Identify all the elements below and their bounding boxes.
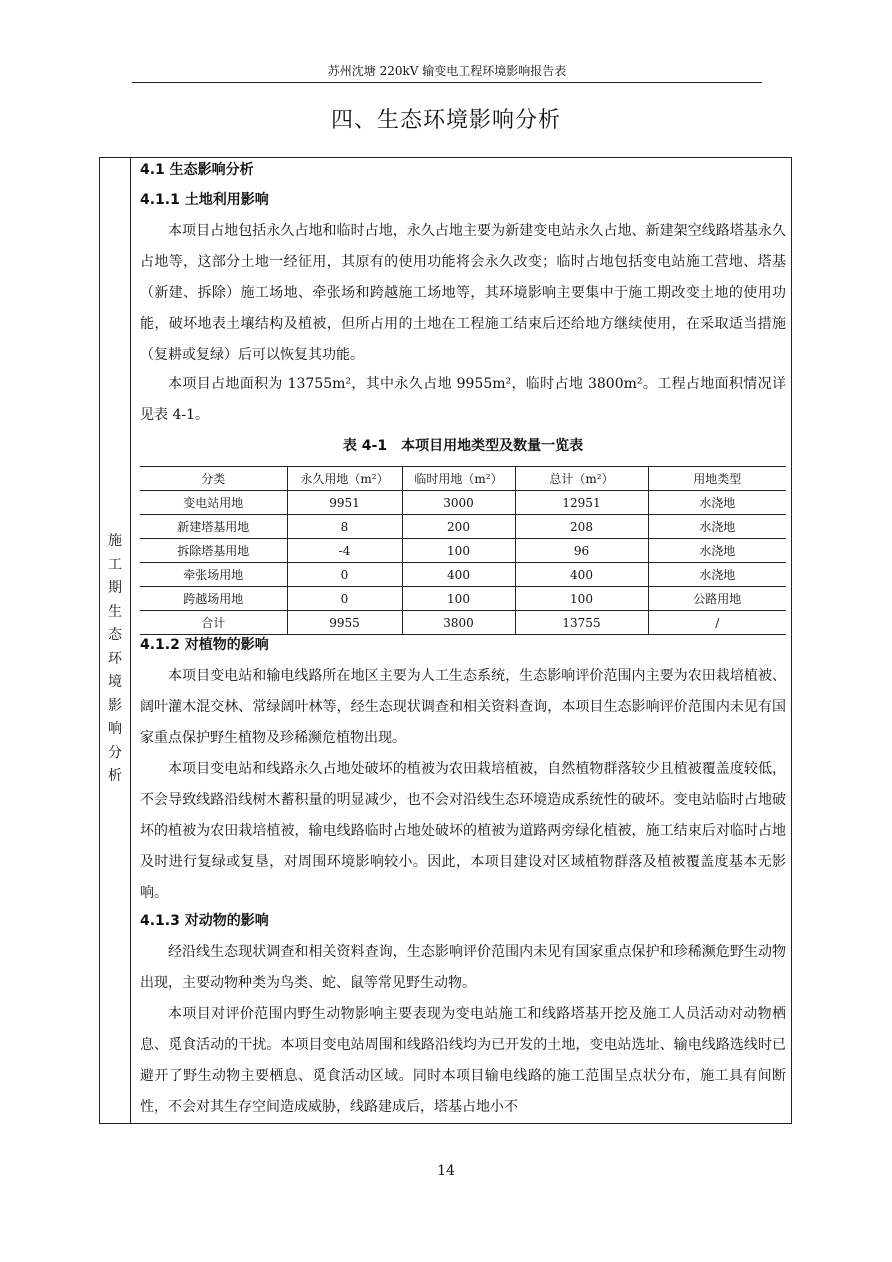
- table-row: [140, 539, 786, 563]
- category-label-char: 期: [108, 580, 122, 596]
- cell-land-type: 水浇地: [648, 563, 786, 587]
- table-row: [140, 515, 786, 539]
- cell-total: 208: [515, 515, 648, 539]
- cell-land-type: 公路用地: [648, 587, 786, 611]
- land-use-table: [140, 466, 786, 635]
- cell-land-type: 水浇地: [648, 539, 786, 563]
- cell-category: 拆除塔基用地: [140, 539, 287, 563]
- cell-total: 100: [515, 587, 648, 611]
- cell-temporary: 200: [402, 515, 515, 539]
- table-total-row: [140, 611, 786, 635]
- cell-permanent: -4: [287, 539, 402, 563]
- cell-permanent: 0: [287, 587, 402, 611]
- heading-4-1-2: 4.1.2 对植物的影响: [140, 637, 269, 653]
- cell-temporary: 100: [402, 587, 515, 611]
- cell-category: 牵张场用地: [140, 563, 287, 587]
- paragraph-animals-2: 本项目对评价范围内野生动物影响主要表现为变电站施工和线路塔基开挖及施工人员活动对动物栖息、觅食活动的干扰。本项目变电站周围和线路沿线均为已开发的土地，变电站选址、输电线路选线时已避开了野生动物主要栖息、觅食活动区域。同时本项目输电线路的施工范围呈点状分布，施工具有间断性，不会对其生存空间造成威胁，线路建成后，塔基占地小不: [140, 1006, 786, 1115]
- table-row: [140, 491, 786, 515]
- header-divider: [132, 82, 762, 83]
- paragraph-animals-1: 经沿线生态现状调查和相关资料查询，生态影响评价范围内未见有国家重点保护和珍稀濒危野生动物出现，主要动物种类为鸟类、蛇、鼠等常见野生动物。: [140, 944, 786, 991]
- cell-category: 新建塔基用地: [140, 515, 287, 539]
- table-row: [140, 587, 786, 611]
- cell-total: 96: [515, 539, 648, 563]
- cell-land-type: 水浇地: [648, 491, 786, 515]
- category-label-char: 境: [108, 674, 122, 690]
- section-title: 四、生态环境影响分析: [330, 108, 561, 133]
- header-total: 总计（m²）: [515, 467, 648, 491]
- table-header-row: [140, 467, 786, 491]
- category-label-char: 析: [108, 768, 122, 784]
- header-permanent: 永久用地（m²）: [287, 467, 402, 491]
- cell-category: 变电站用地: [140, 491, 287, 515]
- heading-4-1-3: 4.1.3 对动物的影响: [140, 913, 269, 929]
- cell-total: 12951: [515, 491, 648, 515]
- page-number: 14: [437, 1163, 455, 1179]
- analysis-frame: [99, 157, 792, 1124]
- cell-temporary: 3800: [402, 611, 515, 635]
- cell-temporary: 3000: [402, 491, 515, 515]
- heading-4-1: 4.1 生态影响分析: [140, 162, 254, 178]
- category-label-char: 分: [108, 744, 122, 761]
- table-caption: 表 4-1 本项目用地类型及数量一览表: [342, 438, 584, 454]
- cell-category: 跨越场用地: [140, 587, 287, 611]
- document-header: 苏州沈塘 220kV 输变电工程环境影响报告表: [327, 64, 567, 78]
- category-column: [100, 158, 131, 1123]
- cell-total: 400: [515, 563, 648, 587]
- table-row: [140, 563, 786, 587]
- category-label-char: 态: [108, 627, 122, 643]
- paragraph-land-use-1: 本项目占地包括永久占地和临时占地，永久占地主要为新建变电站永久占地、新建架空线路塔基永久占地等，这部分土地一经征用，其原有的使用功能将会永久改变；临时占地包括变电站施工营地、塔基（新建、拆除）施工场地、牵张场和跨越施工场地等，其环境影响主要集中于施工期改变土地的使用功能，破坏地表土壤结构及植被，但所占用的土地在工程施工结束后还给地方继续使用，在采取适当措施（复耕或复绿）后可以恢复其功能。: [140, 223, 786, 363]
- cell-total: 13755: [515, 611, 648, 635]
- cell-temporary: 400: [402, 563, 515, 587]
- paragraph-plants-1: 本项目变电站和输电线路所在地区主要为人工生态系统，生态影响评价范围内主要为农田栽培植被、阔叶灌木混交林、常绿阔叶林等，经生态现状调查和相关资料查询，本项目生态影响评价范围内未见有国家重点保护野生植物及珍稀濒危植物出现。: [140, 668, 786, 746]
- paragraph-land-use-2: 本项目占地面积为 13755m²，其中永久占地 9955m²，临时占地 3800m²。工程占地面积情况详见表 4-1。: [140, 376, 786, 423]
- category-label-char: 环: [108, 650, 122, 667]
- cell-land-type: /: [648, 611, 786, 635]
- heading-4-1-1: 4.1.1 土地利用影响: [140, 192, 269, 208]
- cell-temporary: 100: [402, 539, 515, 563]
- cell-permanent: 8: [287, 515, 402, 539]
- category-label-char: 生: [108, 603, 122, 620]
- cell-permanent: 9951: [287, 491, 402, 515]
- paragraph-plants-2: 本项目变电站和线路永久占地处破坏的植被为农田栽培植被，自然植物群落较少且植被覆盖度较低，不会导致线路沿线树木蓄积量的明显减少，也不会对沿线生态环境造成系统性的破坏。变电站临时占地破坏的植被为农田栽培植被，输电线路临时占地处破坏的植被为道路两旁绿化植被，施工结束后对临时占地及时进行复绿或复垦，对周围环境影响较小。因此，本项目建设对区域植物群落及植被覆盖度基本无影响。: [140, 761, 786, 901]
- category-label-char: 影: [108, 697, 122, 714]
- header-temporary: 临时用地（m²）: [402, 467, 515, 491]
- category-label-char: 响: [108, 721, 122, 737]
- category-label-char: 施: [108, 533, 122, 549]
- cell-category: 合计: [140, 611, 287, 635]
- header-land-type: 用地类型: [648, 467, 786, 491]
- category-label-char: 工: [108, 556, 122, 573]
- cell-permanent: 0: [287, 563, 402, 587]
- cell-land-type: 水浇地: [648, 515, 786, 539]
- cell-permanent: 9955: [287, 611, 402, 635]
- category-label: [100, 530, 130, 789]
- header-category: 分类: [140, 467, 287, 491]
